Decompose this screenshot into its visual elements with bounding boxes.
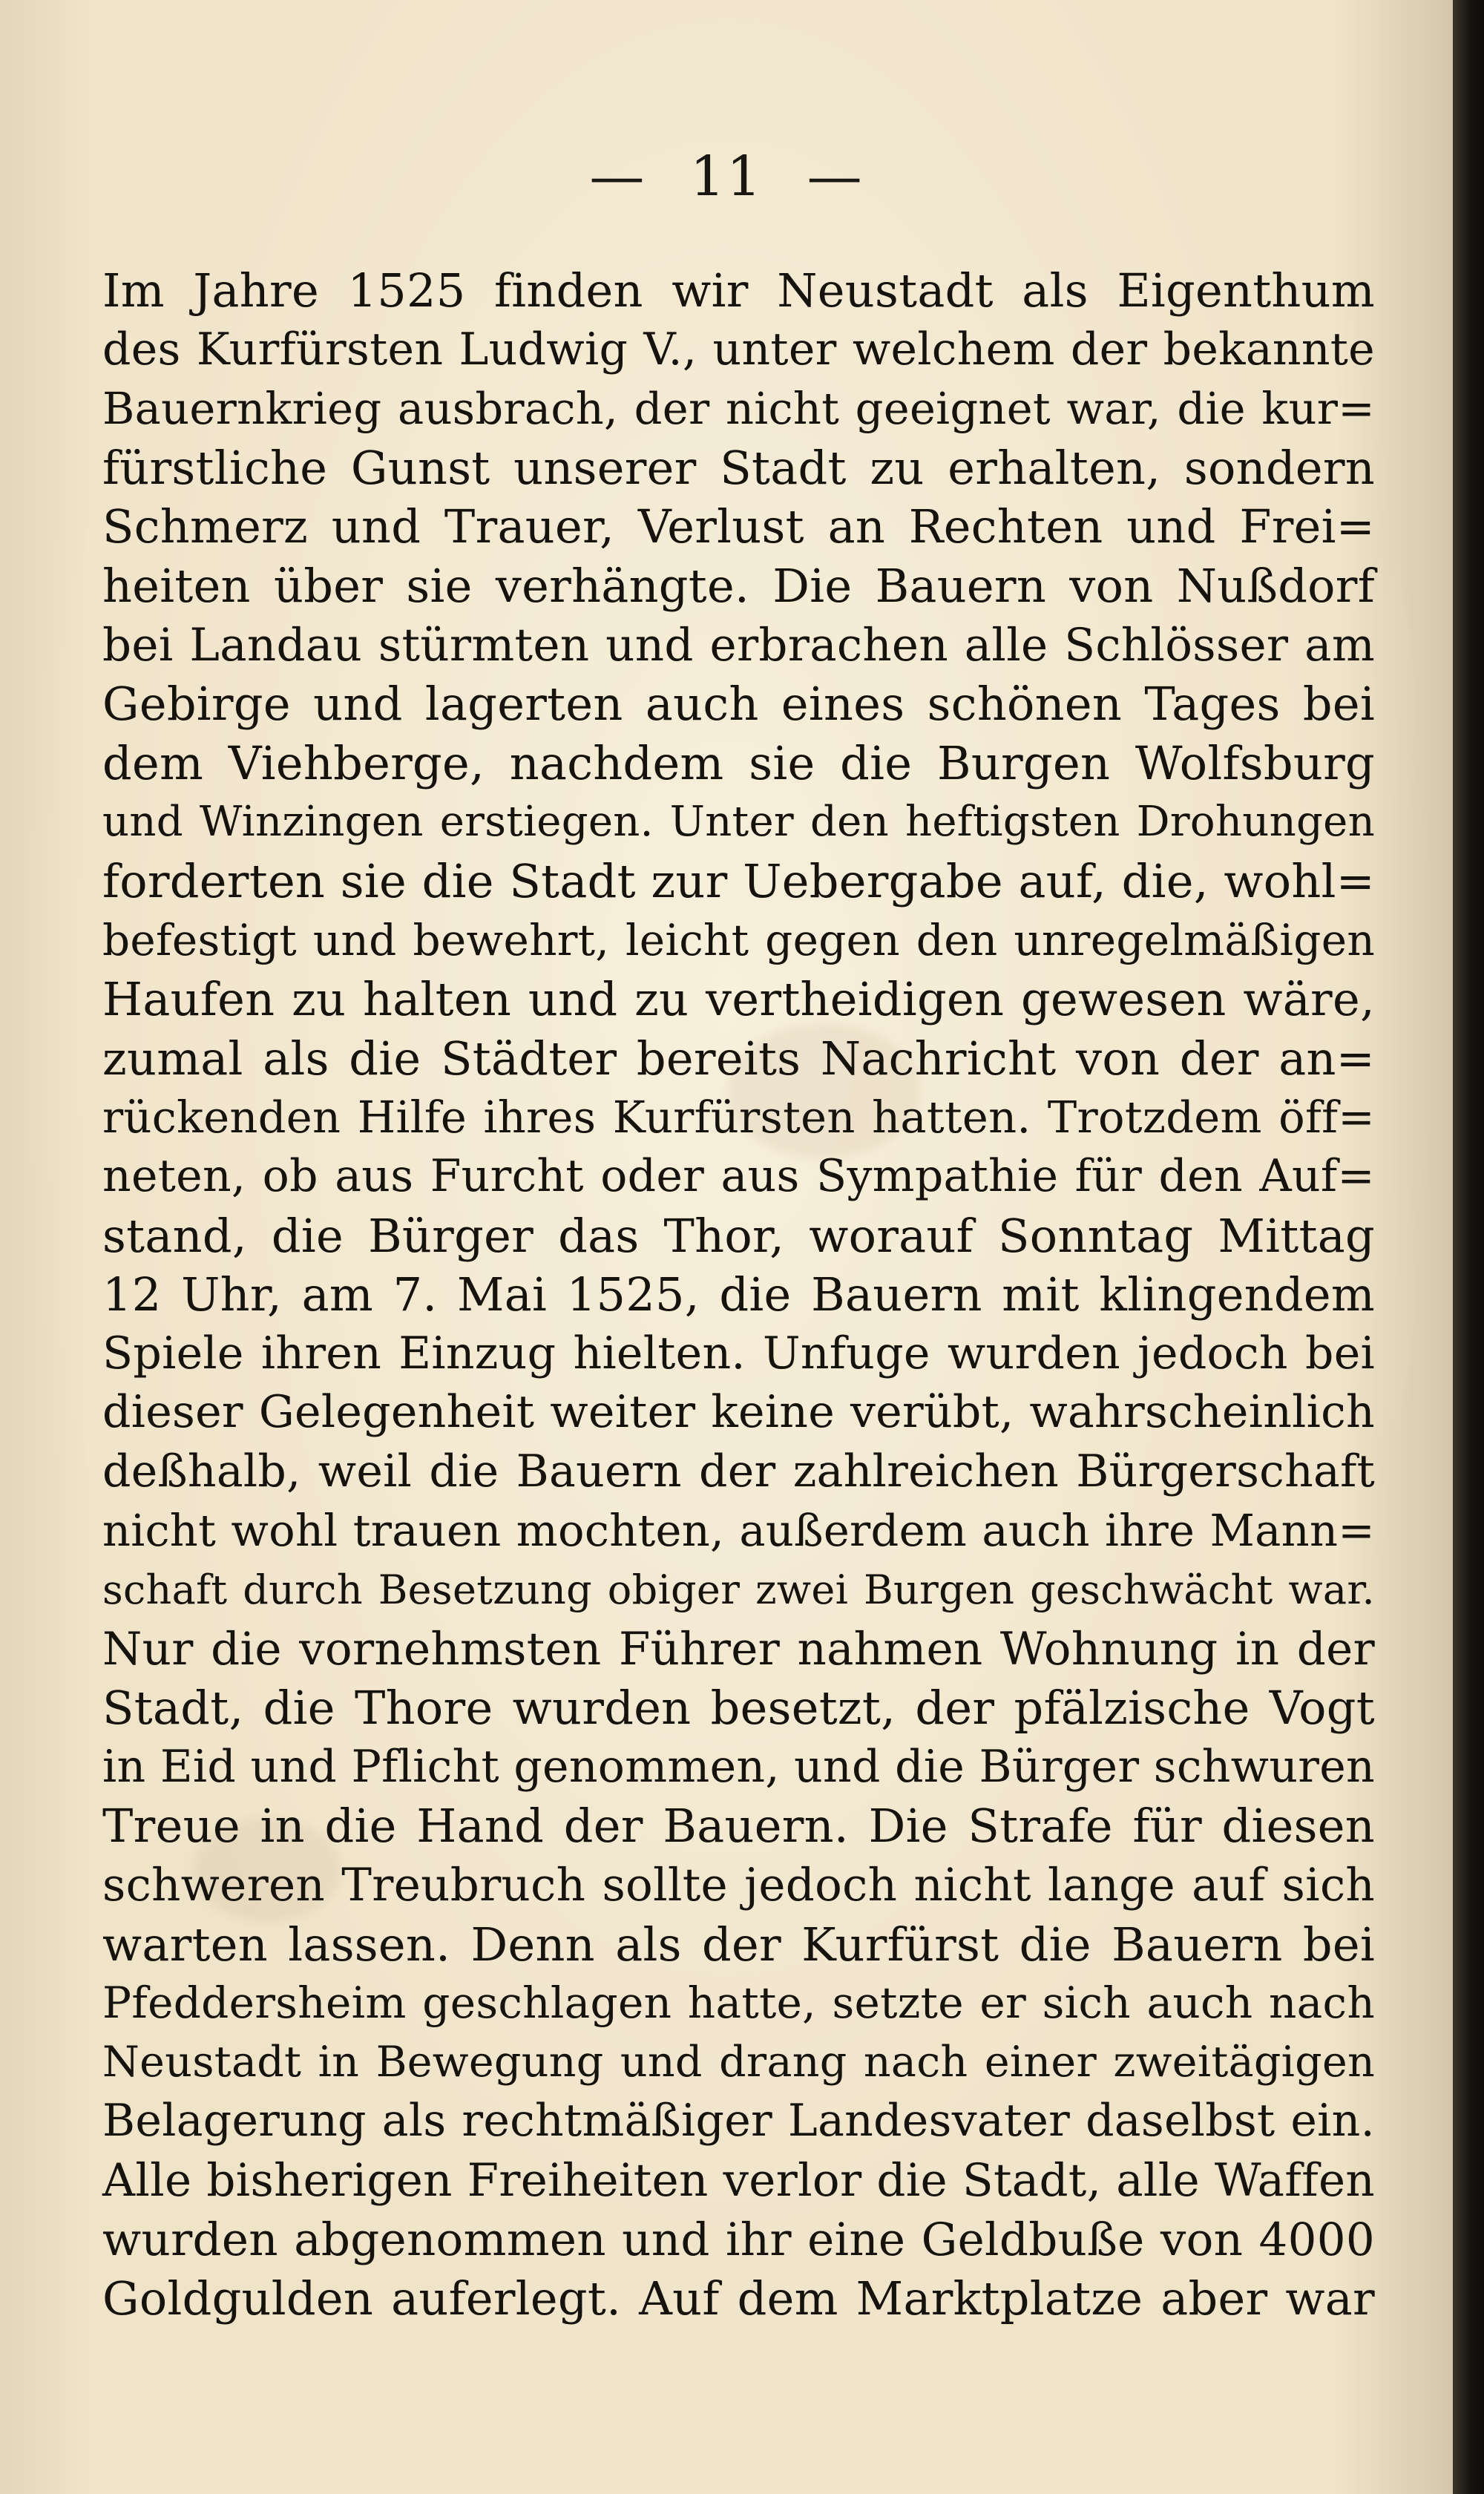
text-line: Neustadt in Bewegung und drang nach einer zweitägigen: [102, 2037, 1375, 2087]
text-line: des Kurfürsten Ludwig V., unter welchem der bekannte: [102, 323, 1375, 375]
text-line: Goldgulden auferlegt. Auf dem Marktplatze aber war: [102, 2271, 1375, 2326]
text-line: befestigt und bewehrt, leicht gegen den unregelmäßigen: [102, 914, 1375, 965]
text-line: deßhalb, weil die Bauern der zahlreichen Bürgerschaft: [102, 1445, 1375, 1497]
text-line: forderten sie die Stadt zur Uebergabe auf, die, wohl=: [102, 853, 1375, 908]
header-dash-left: —: [589, 145, 646, 209]
text-line: schaft durch Besetzung obiger zwei Burgen geschwächt war.: [102, 1566, 1375, 1614]
page-number: 11: [689, 145, 764, 209]
header-dash-right: —: [807, 145, 864, 209]
text-line: dieser Gelegenheit weiter keine verübt, wahrscheinlich: [102, 1386, 1375, 1439]
page-header: [0, 145, 1453, 209]
text-line: bei Landau stürmten und erbrachen alle Schlösser am: [102, 618, 1375, 672]
body-text: [102, 261, 1375, 2329]
text-line: Pfeddersheim geschlagen hatte, setzte er sich auch nach: [102, 1978, 1375, 2029]
text-line: Schmerz und Trauer, Verlust an Rechten und Frei=: [102, 499, 1375, 554]
text-line: stand, die Bürger das Thor, worauf Sonntag Mittag: [102, 1208, 1375, 1263]
text-line: wurden abgenommen und ihr eine Geldbuße von 4000: [102, 2213, 1375, 2266]
text-line: warten lassen. Denn als der Kurfürst die Bauern bei: [102, 1917, 1375, 1972]
text-line: Alle bisherigen Freiheiten verlor die Stadt, alle Waffen: [102, 2154, 1375, 2207]
text-line: in Eid und Pflicht genommen, und die Bürger schwuren: [102, 1740, 1375, 1793]
text-line: Stadt, die Thore wurden besetzt, der pfälzische Vogt: [102, 1681, 1375, 1736]
text-line: 12 Uhr, am 7. Mai 1525, die Bauern mit klingendem: [102, 1267, 1375, 1322]
text-line: zumal als die Städter bereits Nachricht von der an=: [102, 1031, 1375, 1086]
text-line: rückenden Hilfe ihres Kurfürsten hatten. Trotzdem öff=: [102, 1092, 1375, 1143]
text-line: Bauernkrieg ausbrach, der nicht geeignet war, die kur=: [102, 383, 1375, 435]
text-line: Belagerung als rechtmäßiger Landesvater daselbst ein.: [102, 2095, 1375, 2147]
text-line: Im Jahre 1525 finden wir Neustadt als Eigenthum: [102, 263, 1375, 318]
text-line: Nur die vornehmsten Führer nahmen Wohnung in der: [102, 1622, 1375, 1676]
text-line: und Winzingen erstiegen. Unter den heftigsten Drohungen: [102, 798, 1375, 847]
text-line: Gebirge und lagerten auch eines schönen Tages bei: [102, 677, 1375, 732]
text-line: nicht wohl trauen mochten, außerdem auch ihre Mann=: [102, 1505, 1375, 1557]
text-line: dem Viehberge, nachdem sie die Burgen Wolfsburg: [102, 735, 1375, 790]
text-line: Spiele ihren Einzug hielten. Unfuge wurden jedoch bei: [102, 1327, 1375, 1379]
book-edge: [1453, 0, 1484, 2494]
text-line: schweren Treubruch sollte jedoch nicht lange auf sich: [102, 1859, 1375, 1912]
text-line: fürstliche Gunst unserer Stadt zu erhalten, sondern: [102, 440, 1375, 495]
text-line: heiten über sie verhängte. Die Bauern von Nußdorf: [102, 558, 1375, 613]
text-line: Haufen zu halten und zu vertheidigen gewesen wäre,: [102, 972, 1375, 1027]
text-line: neten, ob aus Furcht oder aus Sympathie für den Auf=: [102, 1149, 1375, 1202]
text-line: Treue in die Hand der Bauern. Die Strafe für diesen: [102, 1799, 1375, 1854]
